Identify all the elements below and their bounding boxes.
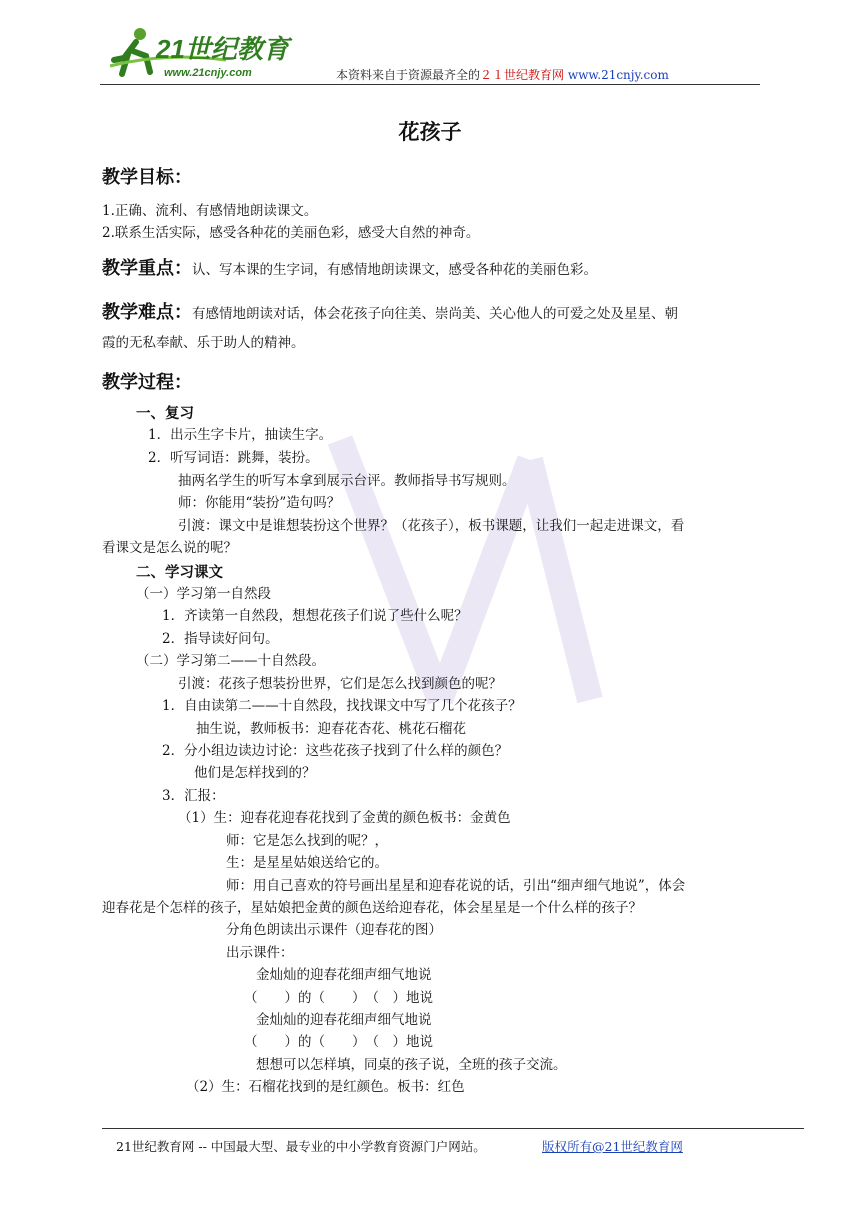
process-line: （二）学习第二——十自然段。	[136, 653, 325, 669]
process-line: 2．听写词语：跳舞，装扮。	[148, 450, 319, 466]
key-points-text: 认、写本课的生字词，有感情地朗读课文，感受各种花的美丽色彩。	[192, 262, 597, 278]
process-line: 抽生说，教师板书：迎春花杏花、桃花石榴花	[196, 721, 466, 737]
site-logo	[106, 22, 306, 82]
process-line: 迎春花是个怎样的孩子，星姑娘把金黄的颜色送给迎春花，体会星星是一个什么样的孩子？	[102, 900, 642, 916]
process-line: 2．分小组边读边讨论：这些花孩子找到了什么样的颜色？	[162, 743, 509, 759]
process-line: 看课文是怎么说的呢？	[102, 540, 237, 556]
process-line: 出示课件：	[226, 945, 294, 961]
process-line: 2．指导读好问句。	[162, 631, 279, 647]
process-line: 1．出示生字卡片，抽读生字。	[148, 427, 333, 443]
process-line: 1．齐读第一自然段，想想花孩子们说了些什么呢？	[162, 608, 468, 624]
process-line: （2）生：石榴花找到的是红颜色。板书：红色	[186, 1079, 465, 1095]
svg-text:www.21cnjy.com: www.21cnjy.com	[164, 67, 252, 79]
key-points	[102, 254, 597, 280]
difficulties-text-cont: 霞的无私奉献、乐于助人的精神。	[102, 335, 305, 351]
objective-item: 1.正确、流利、有感情地朗读课文。	[102, 203, 318, 219]
svg-text:21世纪教育: 21世纪教育	[156, 34, 289, 64]
header-source-prefix: 本资料来自于资源最齐全的	[336, 68, 481, 82]
process-line: 师：它是怎么找到的呢？，	[226, 833, 388, 849]
key-points-heading: 教学重点：	[102, 258, 192, 279]
process-line: 金灿灿的迎春花细声细气地说	[256, 967, 432, 983]
objective-item: 2.联系生活实际，感受各种花的美丽色彩，感受大自然的神奇。	[102, 225, 480, 241]
copyright-link[interactable]: 版权所有@21世纪教育网	[542, 1139, 683, 1154]
process-line: （ ）的（ ） （ ）地说	[244, 1034, 433, 1050]
process-line: （ ）的（ ） （ ）地说	[244, 990, 433, 1006]
process-line: 生：是星星姑娘送给它的。	[226, 855, 388, 871]
section-heading: 二、学习课文	[136, 564, 223, 581]
section-heading: 一、复习	[136, 405, 194, 422]
process-line: 想想可以怎样填，同桌的孩子说，全班的孩子交流。	[256, 1057, 567, 1073]
process-line: 1．自由读第二——十自然段，找找课文中写了几个花孩子？	[162, 698, 522, 714]
process-line: 3．汇报：	[162, 788, 225, 804]
process-line: 师：你能用“装扮”造句吗？	[178, 495, 341, 511]
header-source-url[interactable]: www.21cnjy.com	[567, 68, 669, 82]
process-line: 分角色朗读出示课件（迎春花的图）	[226, 922, 442, 938]
process-line: 引渡：课文中是谁想装扮这个世界？（花孩子），板书课题，让我们一起走进课文，看	[178, 518, 685, 534]
difficulties-heading: 教学难点：	[102, 302, 192, 323]
difficulties-text: 有感情地朗读对话，体会花孩子向往美、崇尚美、关心他人的可爱之处及星星、朝	[192, 306, 678, 322]
header-source-site: ２１世纪教育网	[480, 68, 565, 82]
footer-divider	[102, 1128, 804, 1129]
process-line: 金灿灿的迎春花细声细气地说	[256, 1012, 432, 1028]
process-line: 抽两名学生的听写本拿到展示台评。教师指导书写规则。	[178, 473, 516, 489]
runner-logo-icon	[106, 22, 306, 82]
header-source-line	[336, 66, 669, 83]
process-heading: 教学过程：	[102, 372, 192, 393]
process-line: 他们是怎样找到的？	[194, 765, 316, 781]
footer-text: 21世纪教育网 -- 中国最大型、最专业的中小学教育资源门户网站。	[116, 1139, 486, 1154]
difficulties	[102, 298, 678, 324]
header-divider	[100, 84, 760, 85]
objectives-heading: 教学目标：	[102, 167, 192, 188]
process-line: （1）生：迎春花迎春花找到了金黄的颜色板书：金黄色	[178, 810, 511, 826]
process-line: 引渡：花孩子想装扮世界，它们是怎么找到颜色的呢？	[178, 676, 502, 692]
page-title: 花孩子	[398, 119, 462, 144]
process-line: 师：用自己喜欢的符号画出星星和迎春花说的话，引出“细声细气地说”，体会	[226, 878, 686, 894]
process-line: （一）学习第一自然段	[136, 586, 271, 602]
